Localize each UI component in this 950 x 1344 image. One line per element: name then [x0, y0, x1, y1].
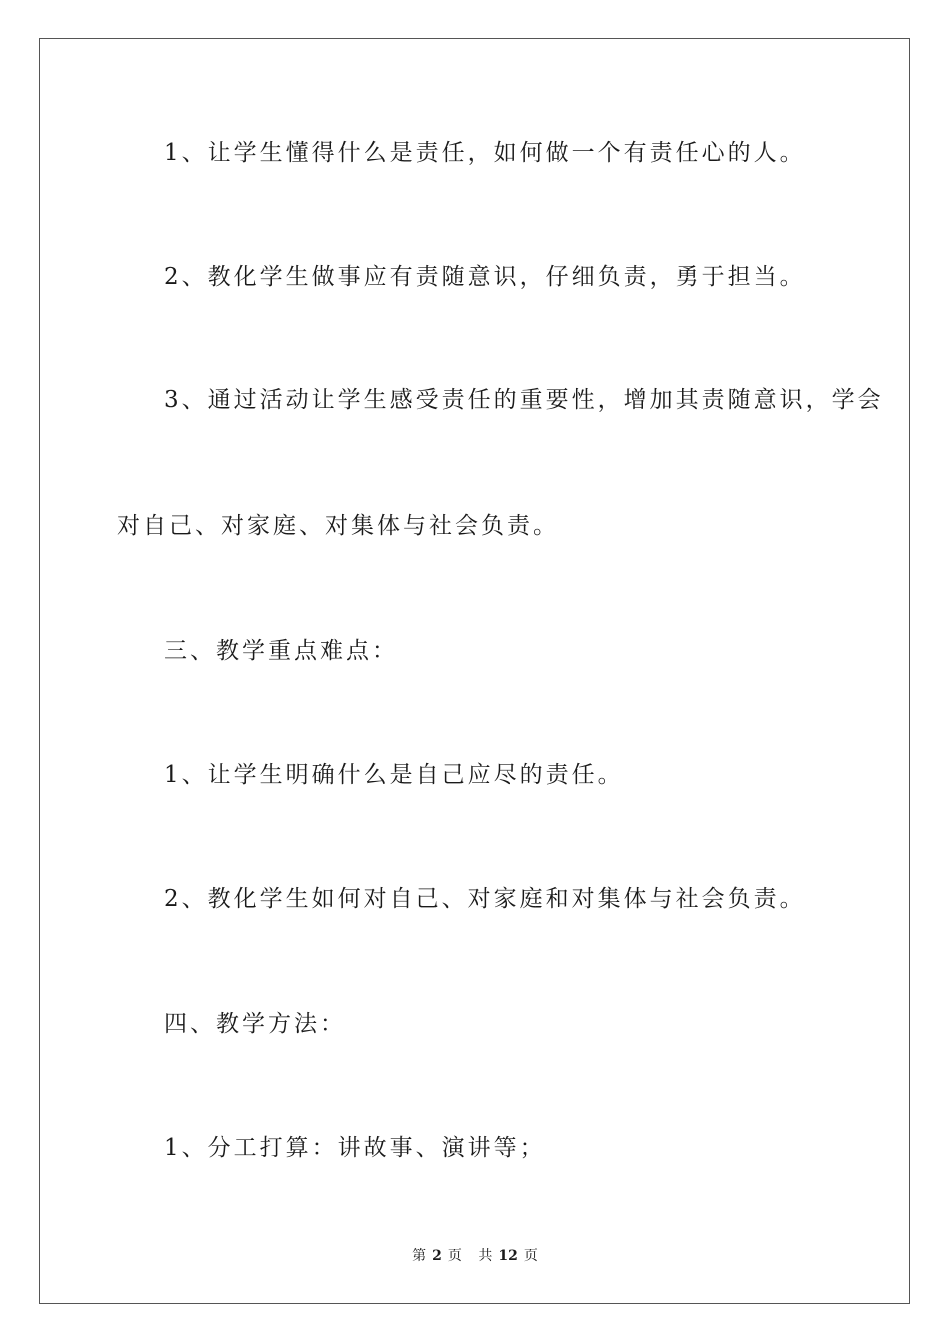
- paragraph-3: 3、通过活动让学生感受责任的重要性，增加其责随意识，学会: [164, 387, 884, 413]
- total-indicator: [475, 1248, 540, 1264]
- total-pages: 12: [498, 1248, 518, 1264]
- page-number: 2: [432, 1248, 442, 1264]
- page-prefix: 第: [412, 1248, 427, 1264]
- total-prefix: 共: [478, 1248, 493, 1264]
- paragraph-key-point-1: 1、让学生明确什么是自己应尽的责任。: [164, 762, 624, 788]
- paragraph-1: 1、让学生懂得什么是责任，如何做一个有责任心的人。: [164, 140, 806, 166]
- section-heading-methods: 四、教学方法：: [164, 1011, 346, 1037]
- page-indicator: [409, 1248, 465, 1264]
- section-heading-key-points: 三、教学重点难点：: [164, 638, 398, 664]
- total-suffix: 页: [523, 1248, 538, 1264]
- page-suffix: 页: [447, 1248, 462, 1264]
- page-footer: [0, 1247, 950, 1265]
- paragraph-method-1: 1、分工打算：讲故事、演讲等；: [164, 1135, 546, 1161]
- paragraph-key-point-2: 2、教化学生如何对自己、对家庭和对集体与社会负责。: [164, 886, 806, 912]
- paragraph-2: 2、教化学生做事应有责随意识，仔细负责，勇于担当。: [164, 264, 806, 290]
- paragraph-3-continued: 对自己、对家庭、对集体与社会负责。: [117, 513, 559, 539]
- page-frame: [39, 38, 910, 1304]
